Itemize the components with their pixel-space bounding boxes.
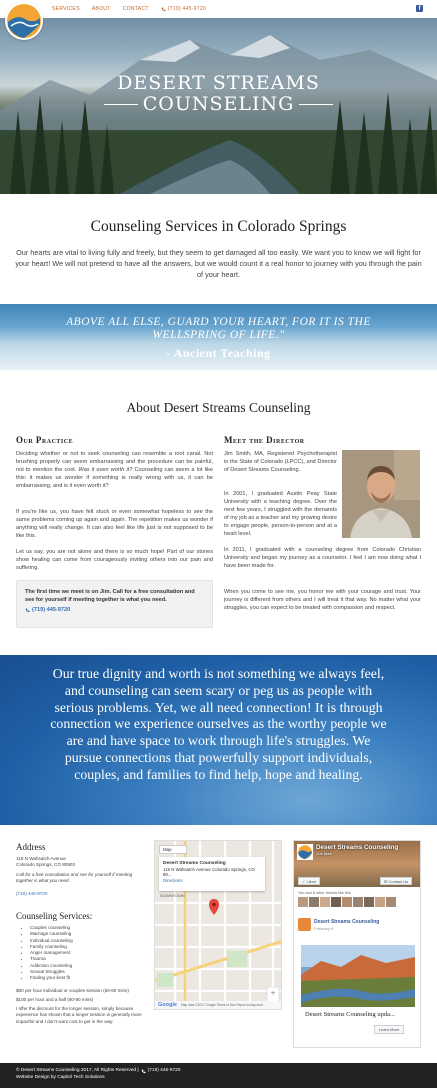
- quote-text: ABOVE ALL ELSE, GUARD YOUR HEART, FOR IT IS THE WELLSPRING OF LIFE.": [66, 316, 371, 341]
- director-paragraph-3: In 2011, I graduated with a counseling degree from Colorado Christian University and began my journey as a counselor. I feel I am now doing what I have been made for.: [224, 547, 421, 569]
- facebook-friends-text: You and 8 other friends like this: [298, 891, 351, 895]
- map-district-label: DOWNTOWN: [160, 893, 185, 898]
- map-place-name: Desert Streams Counseling: [163, 861, 226, 866]
- dignity-band: [0, 655, 437, 825]
- list-item: • Sexual Struggles: [30, 969, 73, 975]
- facebook-post-caption[interactable]: Desert Streams Counseling upda...: [305, 1011, 395, 1018]
- address-heading: Address: [16, 842, 46, 852]
- practice-paragraph-3: Let us say, you are not alone and there is so much hope! Part of our stories show healing can come from courageously inviting others into our pain and suffering.: [16, 549, 213, 571]
- director-paragraph-4: When you come to see me, you honor me with your courage and trust. Your journey is different from others and I will treat it that way. No matter what your struggles, you can expect to be treated with compassion and respect.: [224, 589, 421, 611]
- practice-paragraph-2: If you're like us, you have felt stuck or even somewhat hopeless to see the same problems coming up again and again. The repetition makes us wonder if anything will really change. It can also feel like life just is not supposed to be like this.: [16, 509, 213, 539]
- dignity-text: Our true dignity and worth is not something we always feel, and counseling can seem scary or peg us as people with serious problems. Yet, we all need connection! It is through connection we experience ourselves as the worthy people we are and have space to work through life's struggles. We pursue connections that powerfully support individuals, couples, and families to find help, hope and healing.: [50, 666, 387, 782]
- footer-phone-link[interactable]: (719) 445-9720: [147, 1068, 181, 1073]
- nav-about[interactable]: ABOUT: [91, 6, 111, 12]
- rate-1: $80 per hour individual or couples session (50-60 mins): [16, 988, 129, 993]
- address-note: Call for a free consultation and see for yourself if meeting together is what you need.: [16, 872, 133, 884]
- callout-phone-text: (719) 445-9720: [32, 607, 71, 613]
- services-note: I offer the discount for the longer session, simply because experience has shown that a longer session is generally more impactful and I don't want cost to get in the way.: [16, 1006, 142, 1024]
- nav-services[interactable]: SERVICES: [52, 6, 80, 12]
- intro-title: Counseling Services in Colorado Springs: [90, 218, 347, 235]
- facebook-post-author[interactable]: Desert Streams Counseling: [314, 919, 380, 925]
- facebook-page-name[interactable]: Desert Streams Counseling: [316, 844, 399, 851]
- facebook-post-avatar[interactable]: [298, 918, 311, 931]
- map-info-card: [159, 857, 265, 891]
- practice-paragraph-1: Deciding whether or not to seek counseling can resemble a root canal. Not brushing properly can seem embarrassing and the procedure can be painful, not to mention the cost. Was it even worth it? Counseling can seem a lot like this: it makes us wonder if something is really wrong with us, it can be embarrassing, and is it even worth it?: [16, 451, 213, 489]
- facebook-icon[interactable]: f: [416, 5, 423, 12]
- quote-attribution: - Ancient Teaching: [166, 346, 271, 360]
- facebook-liked-button[interactable]: [298, 877, 320, 885]
- list-item: • Addiction counseling: [30, 963, 73, 969]
- map-directions-link[interactable]: Directions: [163, 877, 183, 883]
- avatar[interactable]: [298, 897, 308, 907]
- facebook-friend-avatars: [298, 897, 396, 907]
- list-item: • Trauma: [30, 956, 73, 962]
- avatar[interactable]: [364, 897, 374, 907]
- practice-heading: Our Practice: [16, 435, 74, 445]
- facebook-contact-label: Contact Us: [388, 879, 409, 884]
- nav-phone-text: (719) 445-9720: [167, 6, 206, 12]
- avatar[interactable]: [320, 897, 330, 907]
- services-list: [30, 925, 73, 982]
- list-item: • Individual counseling: [30, 938, 73, 944]
- director-photo: [342, 450, 420, 538]
- facebook-page-widget: [293, 840, 421, 1048]
- list-item: • Finding your best fit: [30, 975, 73, 981]
- list-item: • Marriage counseling: [30, 931, 73, 937]
- address-phone-link[interactable]: (719) 445-9720: [16, 891, 48, 896]
- map-type-button[interactable]: Map: [159, 845, 187, 854]
- avatar[interactable]: [342, 897, 352, 907]
- phone-icon: [25, 608, 30, 613]
- address-line-1: 119 N Wahsatch Avenue: [16, 856, 66, 861]
- callout-phone-link[interactable]: [25, 607, 204, 613]
- like-icon: ✓: [302, 879, 307, 884]
- list-item: • Family counseling: [30, 944, 73, 950]
- hero-rule-left: [104, 104, 138, 105]
- director-paragraph-1: Jim Smith, MA, Registered Psychotherapist in the State of Colorado (LPCC), and Director of Desert Streams Counseling.: [224, 451, 337, 473]
- avatar[interactable]: [386, 897, 396, 907]
- map-footer: Map data ©2017 Google Terms of Use Report a map error: [155, 1001, 282, 1009]
- nav-phone-link[interactable]: [161, 6, 206, 12]
- avatar[interactable]: [309, 897, 319, 907]
- quote-band: [0, 304, 437, 370]
- footer-credit-link[interactable]: Website Design by Capitol Tech Solutions: [16, 1074, 105, 1080]
- phone-icon: [161, 7, 166, 12]
- avatar[interactable]: [375, 897, 385, 907]
- address-line-2: Colorado Springs, CO 80903: [16, 862, 75, 867]
- avatar[interactable]: [353, 897, 363, 907]
- phone-icon: [141, 1069, 146, 1074]
- director-paragraph-2: In 2001, I graduated Austin Peay State University with a teaching degree. Over the next few years, I struggled with the demands of my job as a teacher and my growing desire to engage people, person-to-person and at a heart level.: [224, 491, 337, 537]
- top-navigation: [0, 0, 437, 18]
- mail-icon: ✉: [384, 879, 389, 884]
- footer-copyright: © Desert Streams Counseling 2017, All Rights Reserved |: [16, 1068, 139, 1073]
- google-map[interactable]: [154, 840, 282, 1010]
- facebook-page-logo[interactable]: [297, 844, 313, 860]
- director-heading: Meet the Director: [224, 435, 305, 445]
- facebook-contact-button[interactable]: [380, 877, 412, 885]
- facebook-likes: 106 likes: [316, 851, 332, 856]
- facebook-post-image[interactable]: [301, 945, 415, 1007]
- site-footer: [0, 1063, 437, 1088]
- about-title: About Desert Streams Counseling: [126, 400, 311, 415]
- list-item: • Anger management: [30, 950, 73, 956]
- list-item: • Couples counseling: [30, 925, 73, 931]
- google-logo: Google: [158, 1002, 177, 1008]
- hero-rule-right: [299, 104, 333, 105]
- hero-title-line1: DESERT STREAMS: [117, 72, 320, 94]
- callout-text: The first time we meet is on Jim. Call for a free consultation and see for yourself if meeting together is what you need.: [25, 589, 195, 603]
- facebook-learn-more-button[interactable]: Learn More: [374, 1025, 404, 1034]
- logo[interactable]: [5, 2, 43, 40]
- hero-title-line2: COUNSELING: [142, 93, 295, 115]
- facebook-post-date[interactable]: February 6: [314, 926, 334, 931]
- consultation-callout: [16, 580, 213, 628]
- map-place-address: 119 N Wahsatch Avenue Colorado Springs, CO 80...: [163, 866, 255, 878]
- facebook-liked-label: Liked: [306, 879, 317, 884]
- svg-text:+: +: [270, 990, 276, 997]
- nav-contact[interactable]: CONTACT: [122, 6, 149, 12]
- hero-banner: [0, 0, 437, 194]
- rate-2: $100 per hour and a half (80-90 mins): [16, 997, 94, 1002]
- services-heading: Counseling Services:: [16, 911, 93, 921]
- avatar[interactable]: [331, 897, 341, 907]
- intro-text: Our hearts are vital to living fully and freely, but they seem to get damaged all too easily. We want you to know we will fight for your heart! We will not pretend to have all the answers, but we would count it a real honor to journey with you through the pain of your heart.: [15, 248, 422, 279]
